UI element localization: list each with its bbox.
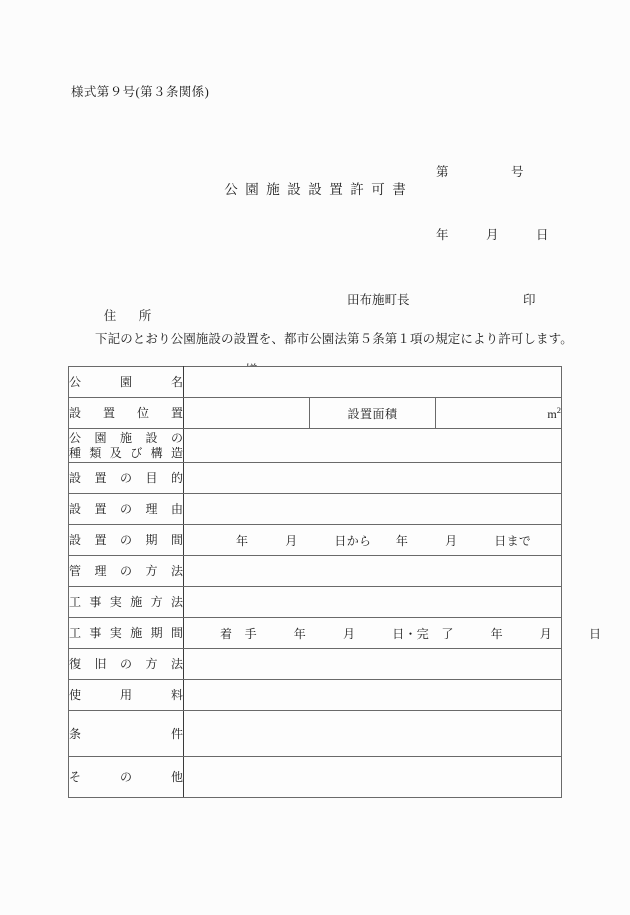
row-value-park-name[interactable] xyxy=(184,367,562,398)
install-period-date-placeholder: 年 月 日から 年 月 日まで xyxy=(236,533,532,548)
row-label-conditions: 条件 xyxy=(69,711,184,757)
table-row xyxy=(69,680,562,711)
row-label-install-period: 設置の期間 xyxy=(69,525,184,556)
table-row xyxy=(69,587,562,618)
row-value-install-period[interactable] xyxy=(184,525,562,556)
row-label-management-method: 管理の方法 xyxy=(69,556,184,587)
table-row xyxy=(69,398,562,429)
table-row xyxy=(69,618,562,649)
row-label-install-purpose: 設置の目的 xyxy=(69,463,184,494)
row-label-facility-type-line1: 公園施設の xyxy=(69,430,183,445)
table-row xyxy=(69,711,562,757)
row-label-restoration-method: 復旧の方法 xyxy=(69,649,184,680)
row-value-install-purpose[interactable] xyxy=(184,463,562,494)
recipient-address-label: 住 所 xyxy=(103,309,157,323)
row-label-construction-period: 工事実施期間 xyxy=(69,618,184,649)
issuer-authority: 田布施町長 xyxy=(347,293,410,307)
row-label-park-name: 公園名 xyxy=(69,367,184,398)
row-value-facility-type[interactable] xyxy=(184,429,562,463)
row-label-install-reason: 設置の理由 xyxy=(69,494,184,525)
row-value-install-reason[interactable] xyxy=(184,494,562,525)
row-value-install-area[interactable] xyxy=(436,398,562,429)
row-label-facility-type xyxy=(69,429,184,463)
row-label-install-location: 設置位置 xyxy=(69,398,184,429)
table-row xyxy=(69,556,562,587)
seal-mark-icon: 印 xyxy=(523,293,536,307)
permit-details-table xyxy=(68,366,602,798)
permit-statement: 下記のとおり公園施設の設置を、都市公園法第５条第１項の規定により許可します。 xyxy=(95,332,573,346)
recipient-address-row xyxy=(85,276,157,323)
row-value-construction-period[interactable] xyxy=(184,618,602,649)
row-value-restoration-method[interactable] xyxy=(184,649,562,680)
document-number-line: 第 号 xyxy=(436,165,524,179)
row-value-management-method[interactable] xyxy=(184,556,562,587)
table-row xyxy=(69,367,562,398)
row-label-facility-type-line2: 種類及び構造 xyxy=(69,445,183,460)
issuer-block xyxy=(347,290,536,308)
construction-period-date-placeholder: 着 手 年 月 日・完 了 年 月 日 xyxy=(220,626,602,641)
row-value-other[interactable] xyxy=(184,757,562,798)
table-row xyxy=(69,429,562,463)
area-unit-label: m xyxy=(547,406,557,421)
table-row xyxy=(69,463,562,494)
row-label-usage-fee: 使用料 xyxy=(69,680,184,711)
row-value-construction-method[interactable] xyxy=(184,587,562,618)
document-title: 公園施設設置許可書 xyxy=(224,182,414,197)
table-row xyxy=(69,525,562,556)
document-meta xyxy=(436,120,549,288)
row-label-install-area: 設置面積 xyxy=(310,398,436,429)
row-value-install-location[interactable] xyxy=(184,398,310,429)
row-label-construction-method: 工事実施方法 xyxy=(69,587,184,618)
row-value-conditions[interactable] xyxy=(184,711,562,757)
form-number: 様式第９号(第３条関係) xyxy=(71,85,210,99)
row-value-usage-fee[interactable] xyxy=(184,680,562,711)
table-row xyxy=(69,757,562,798)
table-row xyxy=(69,494,562,525)
table-row xyxy=(69,649,562,680)
document-date-line: 年 月 日 xyxy=(436,228,549,242)
row-label-other: その他 xyxy=(69,757,184,798)
area-unit-exponent: 2 xyxy=(556,404,561,415)
